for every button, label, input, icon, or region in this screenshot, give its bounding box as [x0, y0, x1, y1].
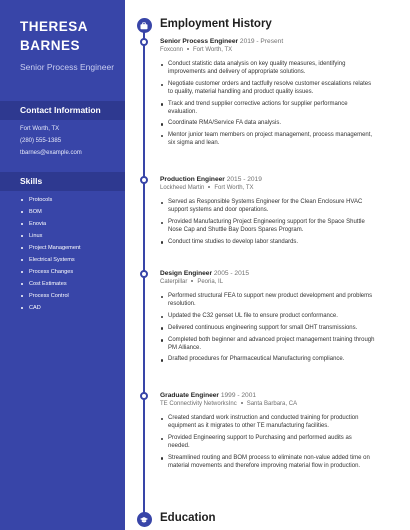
bullet-item: Coordinate RMA/Service FA data analysis.	[160, 120, 375, 128]
job-bullets	[160, 199, 375, 247]
job-dates: 1999 - 2001	[220, 392, 257, 399]
timeline-dot	[140, 270, 148, 278]
last-name: BARNES	[20, 38, 81, 53]
job-entry	[160, 392, 375, 474]
job-entry	[160, 176, 375, 251]
job-entry	[160, 270, 375, 368]
contact-city: Fort Worth, TX	[20, 126, 60, 132]
skill-item: CAD	[20, 302, 81, 314]
bullet-item: Negotiate customer orders and tactfully resolve customer escalations relates to quality, material handling and product quality issues.	[160, 81, 375, 97]
skill-item: Cost Estimates	[20, 278, 81, 290]
separator-dot	[208, 186, 210, 188]
skill-item: Electrical Systems	[20, 254, 81, 266]
skill-item: BOM	[20, 206, 81, 218]
contact-heading: Contact Information	[0, 101, 125, 120]
job-title: Senior Process Engineer	[160, 38, 239, 45]
employment-heading: Employment History	[160, 18, 272, 30]
job-dates: 2015 - 2019	[226, 176, 262, 183]
bullet-item: Served as Responsible Systems Engineer for the Clean Enclosure HVAC support systems and door operations.	[160, 199, 375, 215]
job-company: Foxconn	[160, 47, 184, 53]
job-company: Lockheed Martin	[160, 185, 205, 191]
candidate-title: Senior Process Engineer	[20, 62, 115, 72]
education-heading: Education	[160, 512, 216, 524]
candidate-name	[20, 17, 88, 55]
job-location: Fort Worth, TX	[193, 47, 233, 53]
job-location: Santa Barbara, CA	[246, 401, 298, 407]
job-dates: 2019 - Present	[239, 38, 284, 45]
timeline-dot	[140, 392, 148, 400]
separator-dot	[187, 48, 189, 50]
separator-dot	[241, 402, 243, 404]
job-bullets	[160, 61, 375, 148]
timeline-dot	[140, 38, 148, 46]
job-company: Caterpillar	[160, 279, 188, 285]
job-bullets	[160, 293, 375, 364]
skill-item: Linux	[20, 230, 81, 242]
bullet-item: Provided Manufacturing Project Engineering support for the Space Shuttle Nose Cap and Shuttle Bay Doors Spares Program.	[160, 219, 375, 235]
bullet-item: Created standard work instruction and conducted training for production equipment as it migrates to other TE manufacturing facilities.	[160, 415, 375, 431]
job-location: Fort Worth, TX	[214, 185, 254, 191]
bullet-item: Conduct statistic data analysis on key quality measures, identifying improvements and delivery of appropriate solutions.	[160, 61, 375, 77]
job-bullets	[160, 415, 375, 470]
skill-item: Protocols	[20, 194, 81, 206]
briefcase-icon	[137, 18, 152, 33]
skills-heading: Skills	[0, 172, 125, 191]
job-title: Design Engineer	[160, 270, 213, 277]
first-name: THERESA	[20, 19, 89, 34]
skill-item: Process Changes	[20, 266, 81, 278]
bullet-item: Streamlined routing and BOM process to eliminate non-value added time on material movements and therefore improving material flow in production.	[160, 455, 375, 471]
job-location: Peoria, IL	[197, 279, 224, 285]
bullet-item: Provided Engineering support to Purchasing and performed audits as needed.	[160, 435, 375, 451]
bullet-item: Completed both beginner and advanced project management training through PM Alliance.	[160, 337, 375, 353]
skill-item: Project Management	[20, 242, 81, 254]
timeline-dot	[140, 176, 148, 184]
job-entry	[160, 38, 375, 152]
job-dates: 2005 - 2015	[213, 270, 250, 277]
skills-list	[20, 194, 81, 314]
separator-dot	[191, 280, 193, 282]
sidebar	[0, 0, 125, 530]
graduation-cap-icon	[137, 512, 152, 527]
bullet-item: Track and trend supplier corrective actions for supplier performance evaluation.	[160, 101, 375, 117]
bullet-item: Updated the C32 genset UL file to ensure product conformance.	[160, 313, 375, 321]
contact-phone[interactable]: (280) 555-1385	[20, 138, 62, 144]
job-title: Graduate Engineer	[160, 392, 219, 399]
contact-email[interactable]: tbarnes@example.com	[20, 150, 82, 156]
bullet-item: Conduct time studies to develop labor standards.	[160, 239, 375, 247]
bullet-item: Drafted procedures for Pharmaceutical Manufacturing compliance.	[160, 356, 375, 364]
skill-item: Process Control	[20, 290, 81, 302]
job-company: TE Connectivity NetworksInc	[160, 401, 237, 407]
bullet-item: Mentor junior team members on project management, process management, six sigma and lean.	[160, 132, 375, 148]
bullet-item: Performed structural FEA to support new product development and problems resolution.	[160, 293, 375, 309]
bullet-item: Delivered continuous engineering support for small OHT transmissions.	[160, 325, 375, 333]
job-title: Production Engineer	[160, 176, 225, 183]
skill-item: Enovia	[20, 218, 81, 230]
